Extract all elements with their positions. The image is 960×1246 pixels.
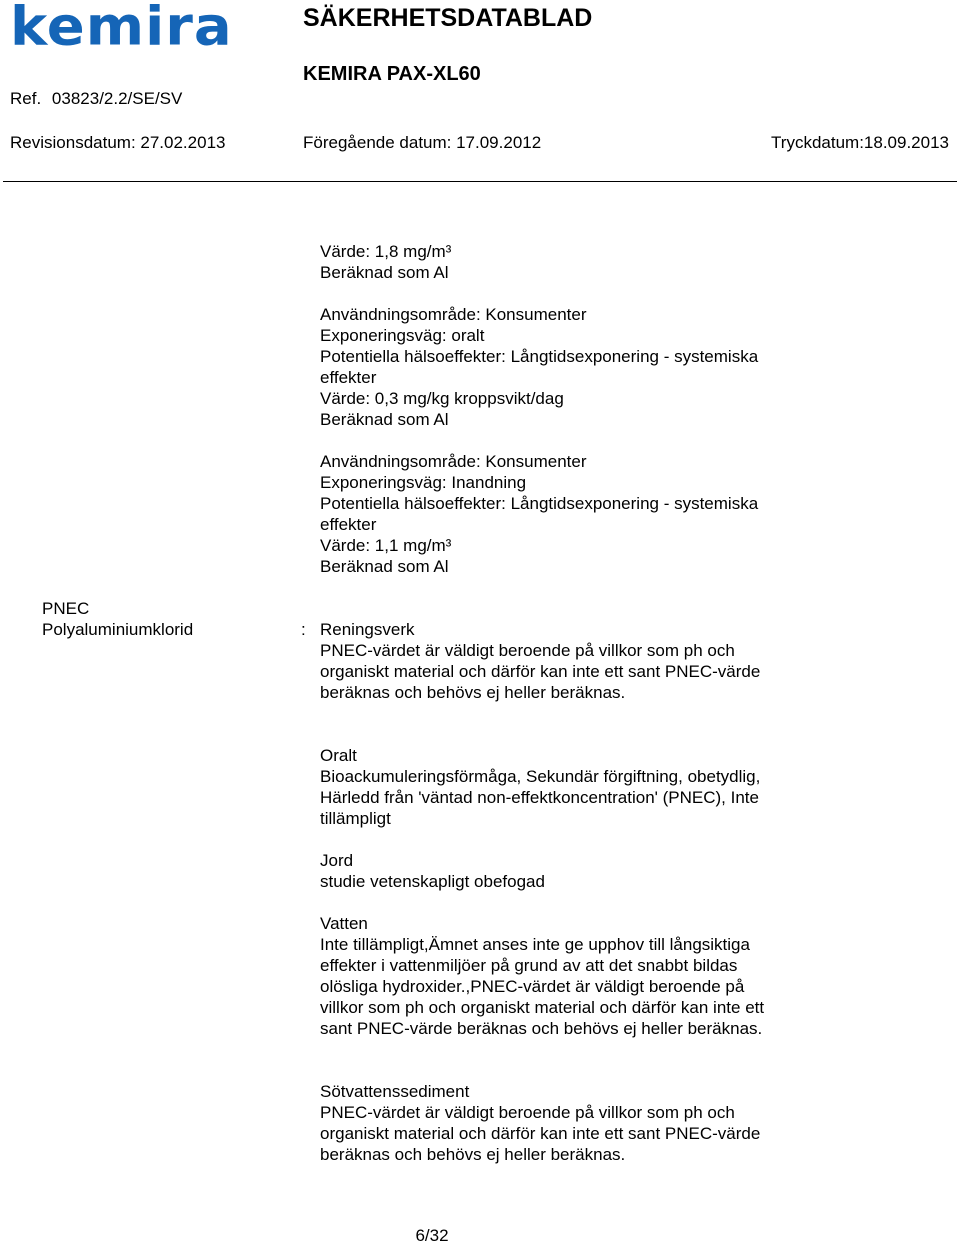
reference — [10, 89, 182, 109]
text-line: PNEC-värdet är väldigt beroende på villkor som ph och — [320, 1103, 735, 1122]
text-line: Värde: 0,3 mg/kg kroppsvikt/dag — [320, 389, 564, 408]
label-colon: : — [301, 620, 306, 639]
text-line: effekter — [320, 515, 377, 534]
exposure-block-3 — [320, 451, 820, 577]
text-line: studie vetenskapligt obefogad — [320, 872, 545, 891]
text-line: Beräknad som Al — [320, 410, 449, 429]
text-line: olösliga hydroxider.,PNEC-värdet är väldigt beroende på — [320, 977, 745, 996]
text-line: effekter — [320, 368, 377, 387]
text-line: PNEC-värdet är väldigt beroende på villkor som ph och — [320, 641, 735, 660]
previous-date: Föregående datum: 17.09.2012 — [303, 133, 542, 152]
revision-date: Revisionsdatum: 27.02.2013 — [10, 133, 226, 152]
header-divider — [3, 181, 957, 182]
exposure-block-2 — [320, 304, 820, 430]
text-line: Beräknad som Al — [320, 557, 449, 576]
text-line: Beräknad som Al — [320, 263, 449, 282]
section-heading: Jord — [320, 851, 354, 870]
section-heading: Reningsverk — [320, 620, 415, 639]
text-line: Värde: 1,8 mg/m³ — [320, 242, 452, 261]
pnec-reningsverk — [320, 619, 820, 703]
text-line: beräknas och behövs ej heller beräknas. — [320, 1145, 626, 1164]
section-heading: Oralt — [320, 746, 357, 765]
text-line: Härledd från 'väntad non-effektkoncentration' (PNEC), Inte — [320, 788, 759, 807]
pnec-vatten — [320, 913, 820, 1039]
pnec-sotvattenssediment — [320, 1081, 820, 1165]
text-line: organiskt material och därför kan inte ett sant PNEC-värde — [320, 1124, 761, 1143]
substance-name: Polyaluminiumklorid — [42, 620, 194, 639]
pnec-label — [42, 598, 193, 640]
exposure-block-1 — [320, 241, 820, 283]
text-line: effekter i vattenmiljöer på grund av att det snabbt bildas — [320, 956, 738, 975]
kemira-logo: kemira — [10, 0, 233, 58]
print-date: Tryckdatum:18.09.2013 — [771, 133, 949, 152]
text-line: Potentiella hälsoeffekter: Långtidsexponering - systemiska — [320, 494, 759, 513]
document-title: SÄKERHETSDATABLAD — [303, 4, 593, 32]
pnec-oralt — [320, 745, 820, 829]
text-line: sant PNEC-värde beräknas och behövs ej heller beräknas. — [320, 1019, 763, 1038]
page-number: 6/32 — [415, 1226, 449, 1245]
ref-value: 03823/2.2/SE/SV — [51, 89, 183, 108]
text-line: Användningsområde: Konsumenter — [320, 452, 587, 471]
section-heading: Vatten — [320, 914, 368, 933]
text-line: Bioackumuleringsförmåga, Sekundär förgiftning, obetydlig, — [320, 767, 761, 786]
section-heading: Sötvattenssediment — [320, 1082, 470, 1101]
product-name: KEMIRA PAX-XL60 — [303, 63, 481, 85]
pnec-jord — [320, 850, 820, 892]
text-line: Värde: 1,1 mg/m³ — [320, 536, 452, 555]
text-line: Inte tillämpligt,Ämnet anses inte ge upphov till långsiktiga — [320, 935, 750, 954]
pnec-label-line: PNEC — [42, 599, 90, 618]
text-line: Exponeringsväg: Inandning — [320, 473, 527, 492]
text-line: Potentiella hälsoeffekter: Långtidsexponering - systemiska — [320, 347, 759, 366]
text-line: beräknas och behövs ej heller beräknas. — [320, 683, 626, 702]
text-line: villkor som ph och organiskt material och därför kan inte ett — [320, 998, 765, 1017]
text-line: organiskt material och därför kan inte ett sant PNEC-värde — [320, 662, 761, 681]
text-line: Exponeringsväg: oralt — [320, 326, 485, 345]
text-line: Användningsområde: Konsumenter — [320, 305, 587, 324]
ref-label: Ref. — [10, 89, 42, 108]
text-line: tillämpligt — [320, 809, 391, 828]
